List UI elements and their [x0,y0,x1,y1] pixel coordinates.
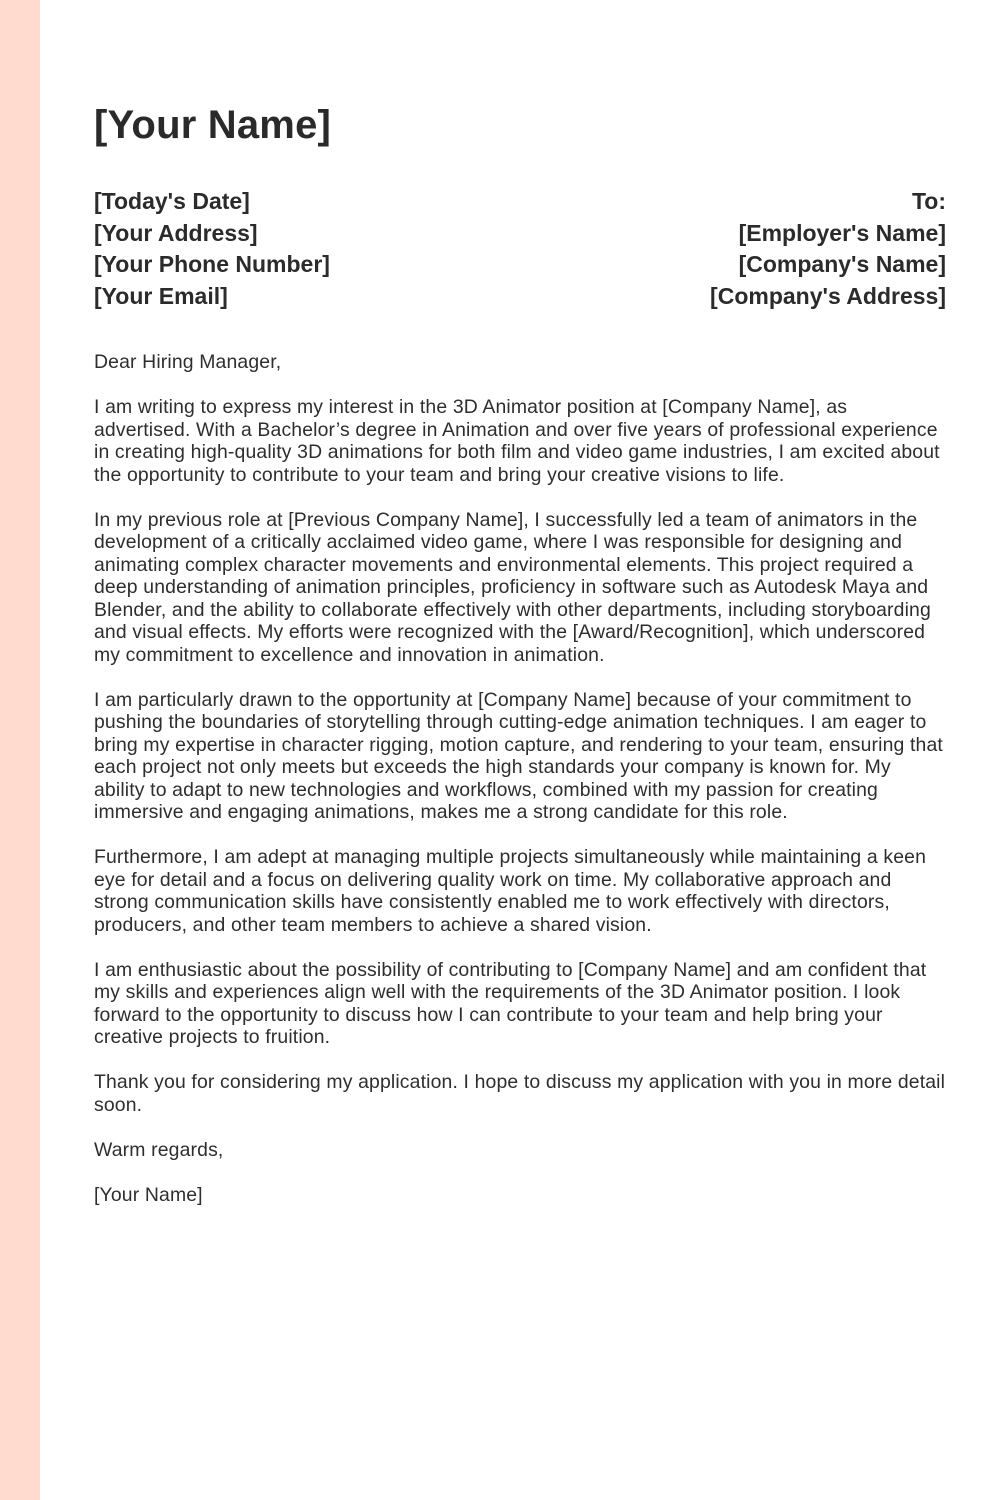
recipient-company-address: [Company's Address] [710,282,946,309]
sender-info [94,186,330,312]
accent-stripe [0,0,40,1500]
sender-phone: [Your Phone Number] [94,251,330,277]
recipient-employer-name: [Employer's Name] [738,219,946,246]
sender-address: [Your Address] [94,219,258,246]
paragraph-thanks: Thank you for considering my application. I hope to discuss my application with you in more detail soon. [94,1071,946,1116]
sender-date: [Today's Date] [94,188,250,214]
paragraph-intro: I am writing to express my interest in the 3D Animator position at [Company Name], as advertised. With a Bachelor’s degree in Animation and over five years of professional experience in creating high-quality 3D animations for both film and video game industries, I am excited about the opportunity to contribute to your team and bring your creative visions to life. [94,396,940,486]
recipient-company-name: [Company's Name] [738,251,946,277]
applicant-name-title: [Your Name] [94,103,332,147]
signature: [Your Name] [94,1183,203,1206]
closing: Warm regards, [94,1138,224,1161]
salutation: Dear Hiring Manager, [94,351,282,373]
sender-email: [Your Email] [94,282,228,309]
paragraph-enthusiasm: I am enthusiastic about the possibility of contributing to [Company Name] and am confident that my skills and experiences align well with the requirements of the 3D Animator position. I look forward to the opportunity to discuss how I can contribute to your team and help bring your creative projects to fruition. [94,958,927,1048]
letter-body [94,351,946,1229]
paragraph-experience: In my previous role at [Previous Company Name], I successfully led a team of animators in the development of a critically acclaimed video game, where I was responsible for designing and animating complex character movements and environmental elements. This project required a deep understanding of animation principles, proficiency in software such as Autodesk Maya and Blender, and the ability to collaborate effectively with other departments, including storyboarding and visual effects. My efforts were recognized with the [Award/Recognition], which underscored my commitment to excellence and innovation in animation. [94,508,931,666]
paragraph-skills: Furthermore, I am adept at managing multiple projects simultaneously while maintaining a keen eye for detail and a focus on delivering quality work on time. My collaborative approach and strong communication skills have consistently enabled me to work effectively with directors, producers, and other team members to achieve a shared vision. [94,846,927,936]
recipient-info [710,186,946,312]
recipient-to-label: To: [911,188,946,214]
contact-block [94,186,946,312]
paragraph-motivation: I am particularly drawn to the opportunity at [Company Name] because of your commitment to pushing the boundaries of storytelling through cutting-edge animation techniques. I am eager to bring my expertise in character rigging, motion capture, and rendering to your team, ensuring that each project not only meets but exceeds the high standards your company is known for. My ability to adapt to new technologies and workflows, combined with my passion for creating immersive and engaging animations, makes me a strong candidate for this role. [94,688,943,823]
